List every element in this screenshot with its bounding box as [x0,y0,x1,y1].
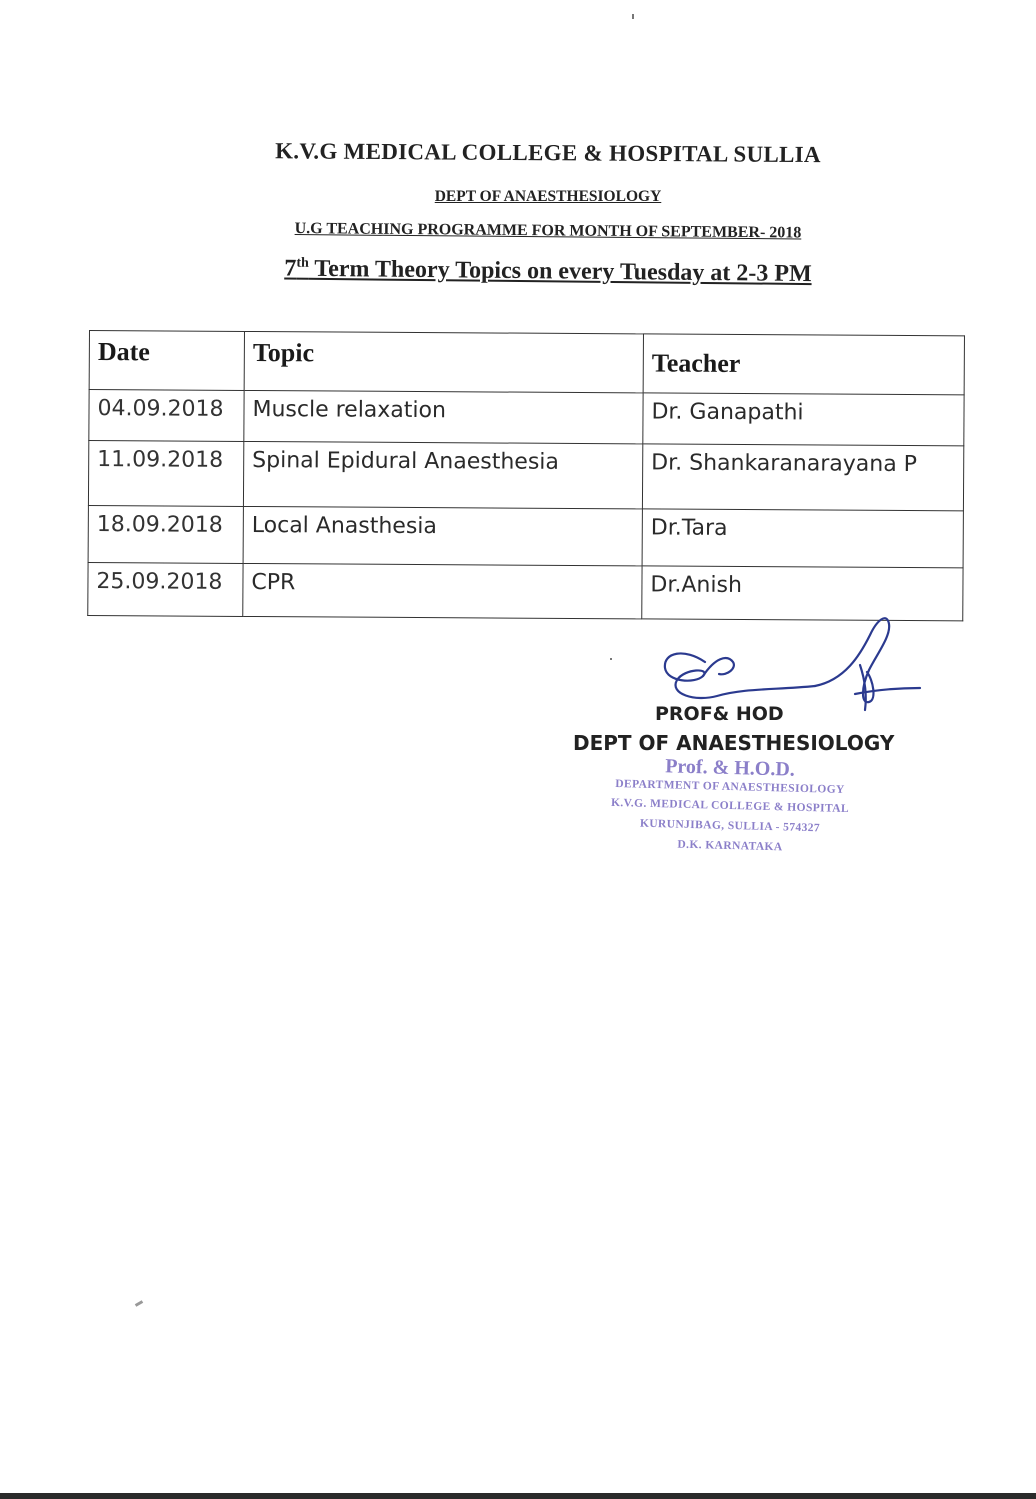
scan-bottom-edge [0,1493,1036,1499]
date-cell: 04.09.2018 [89,390,244,442]
term-number: 7 [284,255,297,282]
teacher-cell: Dr.Anish [642,566,963,621]
topic-cell: Muscle relaxation [244,390,643,443]
table-row [89,390,964,446]
date-cell: 25.09.2018 [88,562,243,616]
scan-speck [135,1300,143,1307]
signatory-department: DEPT OF ANAESTHESIOLOGY [573,731,895,755]
scan-speck [610,658,612,660]
teacher-cell: Dr.Tara [642,509,963,568]
table-row [88,505,963,567]
stamp-line: D.K. KARNATAKA [677,838,783,854]
department-title: DEPT OF ANAESTHESIOLOGY [434,188,662,205]
column-header-topic: Topic [244,331,643,392]
column-header-teacher: Teacher [643,334,964,395]
signatory-title: PROF& HOD [655,703,784,725]
term-suffix: th [296,255,309,271]
stamp-title: Prof. & H.O.D. [664,755,796,781]
date-cell: 11.09.2018 [88,441,243,507]
stamp-line: K.V.G. MEDICAL COLLEGE & HOSPITAL [610,796,850,816]
topic-cell: CPR [243,563,642,618]
teacher-cell: Dr. Shankaranarayana P [642,444,963,511]
topic-cell: Spinal Epidural Anaesthesia [243,441,642,508]
column-header-date: Date [89,331,244,391]
term-rest: Term Theory Topics on every Tuesday at 2-3 PM [308,255,812,288]
schedule-table [87,330,965,621]
programme-title: U.G TEACHING PROGRAMME FOR MONTH OF SEPTEMBER- 2018 [294,220,802,242]
stamp-line: DEPARTMENT OF ANAESTHESIOLOGY [615,777,845,797]
topic-cell: Local Anasthesia [243,506,642,565]
stamp-line: KURUNJIBAG, SULLIA - 574327 [639,817,821,835]
term-title [0,253,1036,291]
date-cell: 18.09.2018 [88,505,243,563]
scan-speck [632,14,634,19]
table-row [88,441,963,511]
institution-title: K.V.G MEDICAL COLLEGE & HOSPITAL SULLIA [275,138,821,168]
teacher-cell: Dr. Ganapathi [643,393,964,446]
table-header-row [89,331,964,395]
